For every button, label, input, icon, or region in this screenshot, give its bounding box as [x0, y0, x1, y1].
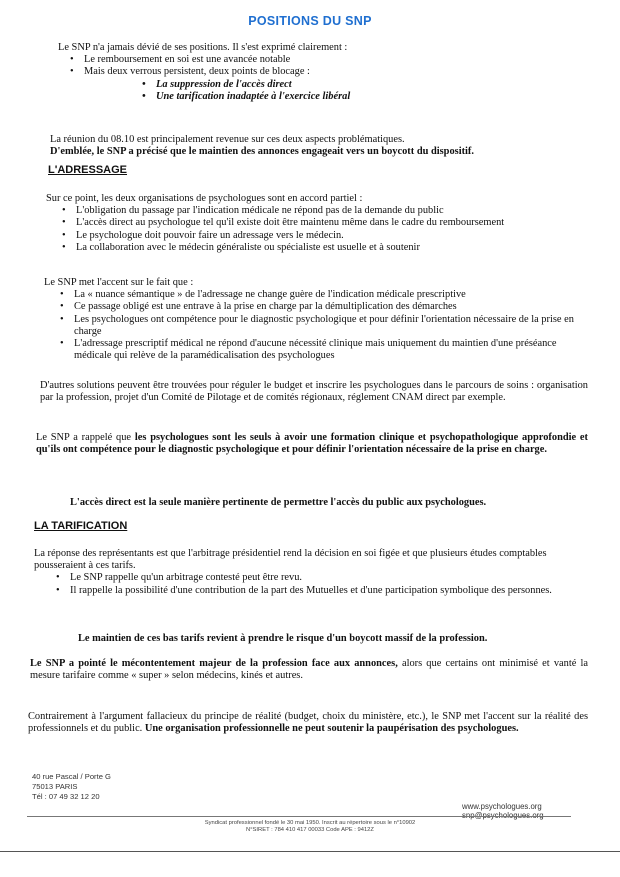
- key-statement-acces-direct: L'accès direct est la seule manière pertinente de permettre l'accès du public aux psychologues.: [70, 497, 487, 508]
- adressage-agreement: [46, 193, 586, 254]
- meeting-block: [50, 134, 590, 158]
- footer-address: [32, 772, 111, 802]
- meeting-line: La réunion du 08.10 est principalement revenue sur ces deux aspects problématiques.: [50, 134, 405, 145]
- address-line: 40 rue Pascal / Porte G: [32, 772, 111, 781]
- website-link[interactable]: www.psychologues.org: [462, 802, 542, 811]
- section-heading-tarification: LA TARIFICATION: [34, 520, 128, 532]
- list-item: • La collaboration avec le médecin généraliste ou spécialiste est usuelle et à soutenir: [60, 242, 586, 254]
- footer-legal: [130, 820, 490, 834]
- key-statement-tarifs: Le maintien de ces bas tarifs revient à prendre le risque d'un boycott massif de la profession.: [78, 633, 488, 644]
- list-item: • Il rappelle la possibilité d'une contribution de la part des Mutuelles et d'une participation symbolique des personnes.: [54, 585, 589, 597]
- intro-block: [58, 42, 578, 103]
- text-run: alors que certains ont minimisé et vanté la mesure tarifaire comme « super » selon médecins, kinés et autres.: [30, 658, 588, 682]
- tarification-block: [34, 548, 589, 597]
- list-item: • Une tarification inadaptée à l'exercice libéral: [140, 91, 578, 103]
- paragraph-solutions: D'autres solutions peuvent être trouvées pour réguler le budget et inscrire les psychologues dans le parcours de soins : organisation par la profession, projet d'un Comité de Pilotage et de comités régionaux, réglement CNAM direct par exemple.: [40, 380, 588, 404]
- paragraph: La réponse des représentants est que l'arbitrage présidentiel rend la décision en soi figée et que plusieurs études comptables pousseraient à ces tarifs.: [34, 548, 547, 572]
- page-title: POSITIONS DU SNP: [248, 14, 372, 28]
- list-item: • Mais deux verrous persistent, deux points de blocage :: [68, 66, 578, 78]
- list-item: • Ce passage obligé est une entrave à la prise en charge par la démultiplication des démarches: [58, 301, 589, 313]
- list-item: • Le psychologue doit pouvoir faire un adressage vers le médecin.: [60, 230, 586, 242]
- legal-line: N°SIRET : 784 410 417 00033 Code APE : 9412Z: [246, 827, 374, 833]
- meeting-statement: D'emblée, le SNP a précisé que le maintien des annonces engageait vers un boycott du dispositif.: [50, 146, 474, 158]
- address-line: 75013 PARIS: [32, 782, 78, 791]
- list-item: • L'adressage prescriptif médical ne répond d'aucune nécessité clinique mais uniquement du maintien d'une préséance médicale qui relève de la paramédicalisation des psychologues: [58, 338, 589, 362]
- list-item: • Le SNP rappelle qu'un arbitrage contesté peut être revu.: [54, 572, 589, 584]
- section-heading-adressage: L'ADRESSAGE: [48, 164, 128, 176]
- text-run-bold: les psychologues sont les seuls à avoir une formation clinique et psychopathologique approfondie et qu'ils ont compétence pour le diagnostic psychologique et pour définir l'orientation nécessaire de la prise en charge.: [36, 432, 589, 456]
- legal-line: Syndicat professionnel fondé le 30 mai 1950. Inscrit au répertoire sous le n°10902: [204, 820, 416, 826]
- paragraph: Sur ce point, les deux organisations de psychologues sont en accord partiel :: [46, 193, 363, 204]
- scan-edge: [0, 851, 620, 852]
- paragraph-competence: [36, 432, 588, 456]
- list-item: • Le remboursement en soi est une avancée notable: [68, 54, 578, 66]
- paragraph: Le SNP met l'accent sur le fait que :: [44, 277, 194, 288]
- intro-line: Le SNP n'a jamais dévié de ses positions. Il s'est exprimé clairement :: [58, 42, 348, 53]
- list-item: • Les psychologues ont compétence pour le diagnostic psychologique et pour définir l'orientation nécessaire de la prise en charge: [58, 314, 589, 338]
- text-run-bold: Une organisation professionnelle ne peut soutenir la paupérisation des psychologues.: [144, 723, 519, 735]
- text-run: Contrairement à l'argument fallacieux du principe de réalité (budget, choix du ministère, etc.), le SNP met l'accent sur la réalité des professionnels et du public.: [28, 711, 588, 735]
- list-item: • La « nuance sémantique » de l'adressage ne change guère de l'indication médicale prescriptive: [58, 289, 589, 301]
- text-run: Le SNP a rappelé que: [36, 432, 135, 443]
- footer-divider: [27, 816, 571, 817]
- footer-contact: [462, 802, 544, 820]
- list-item: • L'obligation du passage par l'indication médicale ne répond pas de la demande du public: [60, 205, 586, 217]
- list-item: • L'accès direct au psychologue tel qu'il existe doit être maintenu même dans le cadre du remboursement: [60, 217, 586, 229]
- list-item: • La suppression de l'accès direct: [140, 79, 578, 91]
- adressage-snp-points: [44, 277, 589, 362]
- text-run-bold: Le SNP a pointé le mécontentement majeur de la profession face aux annonces,: [30, 658, 398, 669]
- phone-number: Tél : 07 49 32 12 20: [32, 792, 100, 801]
- paragraph-mecontentement: [30, 658, 588, 682]
- paragraph-realite: [28, 711, 588, 735]
